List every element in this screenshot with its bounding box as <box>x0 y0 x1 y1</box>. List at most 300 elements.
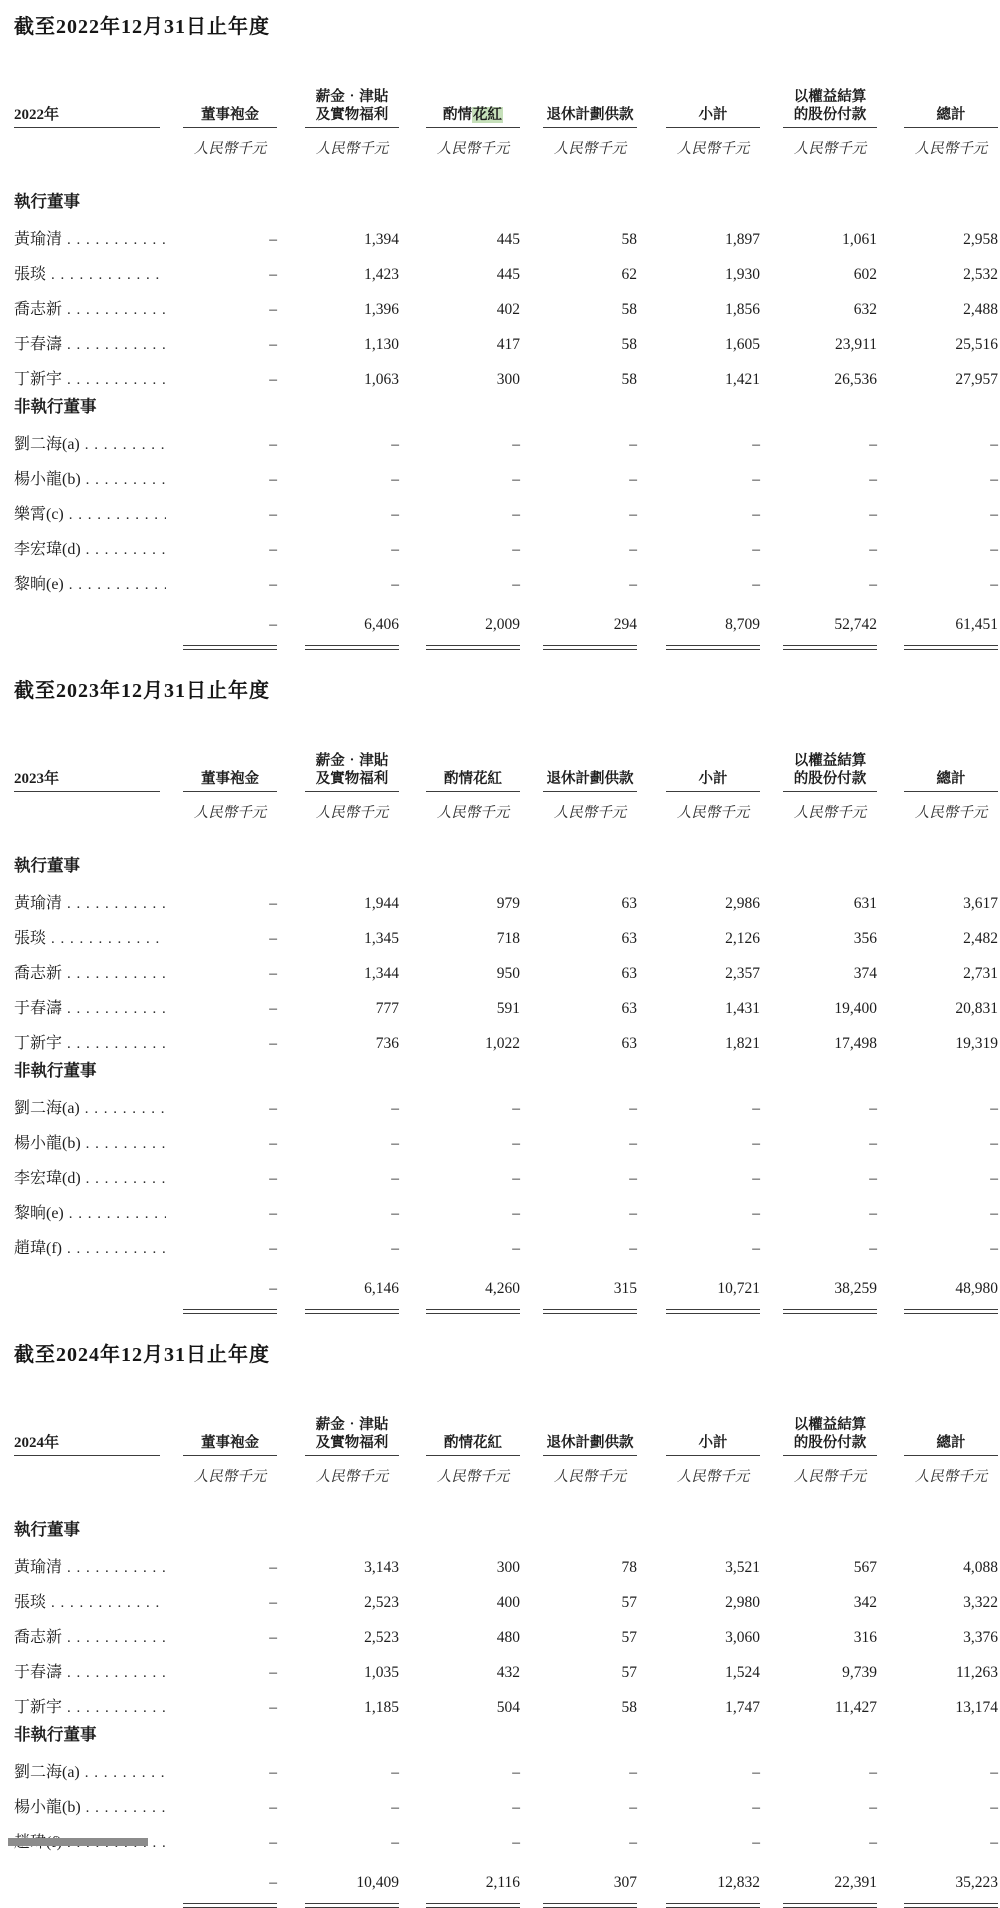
cell-value: – <box>869 1205 877 1222</box>
cell-value: – <box>512 506 520 523</box>
year-section <box>14 1342 1000 1908</box>
col-header-line: 酌情花紅 <box>444 771 502 787</box>
cell-value: 58 <box>621 336 637 353</box>
col-header-line: 薪金‧津貼 <box>315 753 389 769</box>
col-header-line: 總計 <box>936 1435 966 1451</box>
cell-value: 19,400 <box>834 1000 877 1017</box>
cell-value: – <box>269 266 277 283</box>
total-value: 4,260 <box>485 1280 520 1297</box>
cell-value: 57 <box>621 1664 637 1681</box>
cell-value: – <box>629 1240 637 1257</box>
cell-value: 1,821 <box>725 1035 760 1052</box>
cell-value: 9,739 <box>842 1664 877 1681</box>
cell-value: – <box>269 371 277 388</box>
section-label: 執行董事 <box>14 856 80 875</box>
col-header-text <box>305 88 399 128</box>
cell-value: 2,482 <box>963 930 998 947</box>
cell-value: 3,376 <box>963 1629 998 1646</box>
cell-value: 2,986 <box>725 895 760 912</box>
cell-value: – <box>512 1240 520 1257</box>
cell-value: 316 <box>853 1629 877 1646</box>
cell-value: 1,185 <box>364 1699 399 1716</box>
dot-leader <box>80 1100 166 1118</box>
director-name: 趙瑋(f) <box>14 1240 62 1257</box>
non-exec-directors-header <box>14 389 998 419</box>
cell-value: 1,747 <box>725 1699 760 1716</box>
cell-value: 1,605 <box>725 336 760 353</box>
director-name: 張琰 <box>14 1594 47 1611</box>
col-header-pension <box>520 734 637 792</box>
cell-value: – <box>629 576 637 593</box>
cell-value: 1,022 <box>485 1035 520 1052</box>
cell-value: 11,263 <box>955 1664 998 1681</box>
rule-cell <box>877 634 998 650</box>
cell-value: – <box>269 1764 277 1781</box>
total-value: 8,709 <box>725 616 760 633</box>
col-header-line: 薪金‧津貼 <box>315 1417 389 1433</box>
dot-leader <box>64 1205 166 1223</box>
rule-cell <box>877 1298 998 1314</box>
director-name-cell <box>14 1018 160 1053</box>
cell-value: 3,617 <box>963 895 998 912</box>
cell-value: 58 <box>621 301 637 318</box>
section-label: 執行董事 <box>14 1520 80 1539</box>
cell-value: 58 <box>621 231 637 248</box>
col-header-text <box>426 1434 520 1456</box>
col-header-text <box>904 106 998 128</box>
table-row <box>14 559 998 594</box>
director-name: 喬志新 <box>14 1629 63 1646</box>
cell-value: – <box>512 1834 520 1851</box>
cell-value: – <box>990 541 998 558</box>
cell-value: – <box>269 1170 277 1187</box>
rule-cell <box>277 634 399 650</box>
name-wrap <box>14 366 166 389</box>
section-label: 非執行董事 <box>14 1061 97 1080</box>
cell-value: 1,423 <box>364 266 399 283</box>
name-wrap <box>14 1589 166 1612</box>
cell-value: 1,035 <box>364 1664 399 1681</box>
double-rule <box>666 1903 760 1908</box>
director-name-cell <box>14 913 160 948</box>
cell-value: – <box>869 1170 877 1187</box>
cell-value: – <box>869 471 877 488</box>
currency-cell <box>877 128 998 158</box>
dot-leader <box>62 231 166 249</box>
rule-cell <box>877 1892 998 1908</box>
dot-leader <box>62 1035 166 1053</box>
cell-value: 58 <box>621 371 637 388</box>
col-header-line: 董事袍金 <box>201 771 259 787</box>
cell-value: – <box>752 1135 760 1152</box>
currency-cell <box>760 128 877 158</box>
cell-value: – <box>752 1205 760 1222</box>
currency-label: 人民幣千元 <box>436 1469 510 1485</box>
currency-cell <box>760 792 877 822</box>
col-header-line: 退休計劃供款 <box>546 107 634 123</box>
cell-value: – <box>269 506 277 523</box>
col-header-line: 董事袍金 <box>201 107 259 123</box>
cell-value: 1,524 <box>725 1664 760 1681</box>
table-row <box>14 878 998 913</box>
cell-value: – <box>752 1100 760 1117</box>
rule-empty <box>14 634 160 650</box>
remuneration-table <box>14 70 998 650</box>
currency-label: 人民幣千元 <box>193 805 267 821</box>
currency-label: 人民幣千元 <box>676 1469 750 1485</box>
name-wrap <box>14 1200 166 1223</box>
footer-bar <box>8 1838 148 1846</box>
currency-cell <box>277 792 399 822</box>
cell-value: – <box>391 1834 399 1851</box>
currency-label: 人民幣千元 <box>914 1469 988 1485</box>
cell-value: – <box>391 1170 399 1187</box>
rule-cell <box>520 634 637 650</box>
cell-value: – <box>391 436 399 453</box>
dot-leader <box>80 1764 166 1782</box>
cell-value: – <box>512 541 520 558</box>
cell-value: 591 <box>496 1000 520 1017</box>
cell-value: – <box>990 436 998 453</box>
cell-value: – <box>752 1834 760 1851</box>
cell-value: 300 <box>496 1559 520 1576</box>
dot-leader <box>46 1594 166 1612</box>
col-header-text <box>904 770 998 792</box>
cell-value: – <box>629 541 637 558</box>
cell-value: – <box>512 436 520 453</box>
rule-empty <box>14 1298 160 1314</box>
col-header-line: 及實物福利 <box>315 107 389 123</box>
cell-value: – <box>990 1170 998 1187</box>
cell-value: 20,831 <box>955 1000 998 1017</box>
name-wrap <box>14 1759 166 1782</box>
currency-cell <box>520 128 637 158</box>
double-rule <box>183 1309 277 1314</box>
cell-value: – <box>990 1799 998 1816</box>
cell-value: – <box>391 1135 399 1152</box>
dot-leader <box>81 471 166 489</box>
cell-value: 1,061 <box>842 231 877 248</box>
cell-value: – <box>269 301 277 318</box>
name-wrap <box>14 296 166 319</box>
cell-value: – <box>869 436 877 453</box>
cell-value: 26,536 <box>834 371 877 388</box>
double-rule <box>666 645 760 650</box>
double-rule <box>426 1309 520 1314</box>
col-header-line: 退休計劃供款 <box>546 771 634 787</box>
currency-label: 人民幣千元 <box>676 805 750 821</box>
double-rule <box>305 1903 399 1908</box>
cell-value: – <box>990 576 998 593</box>
cell-value: 2,126 <box>725 930 760 947</box>
cell-value: 2,532 <box>963 266 998 283</box>
cell-value: 1,930 <box>725 266 760 283</box>
director-name: 于春濤 <box>14 1664 63 1681</box>
director-name-cell <box>14 249 160 284</box>
cell-value: – <box>990 1135 998 1152</box>
cell-value: – <box>269 336 277 353</box>
double-rule <box>183 645 277 650</box>
cell-value: – <box>512 471 520 488</box>
currency-cell <box>160 128 277 158</box>
currency-label: 人民幣千元 <box>553 141 627 157</box>
double-rule <box>305 1309 399 1314</box>
cell-value: – <box>869 541 877 558</box>
table-row <box>14 354 998 389</box>
dot-leader <box>62 371 166 389</box>
currency-label: 人民幣千元 <box>914 141 988 157</box>
section-title: 截至2024年12月31日止年度 <box>14 1344 270 1366</box>
dot-leader <box>81 541 166 559</box>
name-wrap <box>14 1235 166 1258</box>
dot-leader <box>81 1135 166 1153</box>
cell-value: – <box>269 1240 277 1257</box>
table-row <box>14 1118 998 1153</box>
cell-value: 445 <box>496 231 520 248</box>
cell-value: – <box>391 1799 399 1816</box>
total-value: – <box>269 616 277 633</box>
total-value: 315 <box>613 1280 637 1297</box>
rule-cell <box>760 1298 877 1314</box>
cell-value: 3,322 <box>963 1594 998 1611</box>
double-rule-row <box>14 1892 998 1908</box>
table-row <box>14 1018 998 1053</box>
col-header-salary <box>277 1398 399 1456</box>
director-name: 黃瑜清 <box>14 231 63 248</box>
col-header-subtotal <box>637 1398 760 1456</box>
director-name-cell <box>14 1083 160 1118</box>
director-name-cell <box>14 983 160 1018</box>
col-header-text <box>305 1416 399 1456</box>
total-value: 61,451 <box>955 616 998 633</box>
cell-value: 374 <box>853 965 877 982</box>
table-row <box>14 319 998 354</box>
col-header-line: 酌情花紅 <box>444 1435 502 1451</box>
remuneration-table <box>14 1398 998 1908</box>
currency-cell <box>277 1456 399 1486</box>
director-name: 黃瑜清 <box>14 1559 63 1576</box>
cell-value: – <box>752 1764 760 1781</box>
name-wrap <box>14 431 166 454</box>
director-name-cell <box>14 319 160 354</box>
cell-value: 979 <box>496 895 520 912</box>
director-name: 劉二海(a) <box>14 1764 80 1781</box>
name-wrap <box>14 1624 166 1647</box>
cell-value: – <box>752 506 760 523</box>
director-name-cell <box>14 1647 160 1682</box>
cell-value: 2,523 <box>364 1594 399 1611</box>
currency-cell <box>277 128 399 158</box>
col-header-equity <box>760 734 877 792</box>
total-row <box>14 594 998 634</box>
cell-value: – <box>990 471 998 488</box>
currency-label: 人民幣千元 <box>793 1469 867 1485</box>
cell-value: – <box>629 1799 637 1816</box>
director-name-cell <box>14 948 160 983</box>
name-wrap <box>14 1095 166 1118</box>
cell-value: – <box>269 1205 277 1222</box>
highlight-mark: 花紅 <box>473 107 502 123</box>
currency-row <box>14 1456 998 1486</box>
cell-value: – <box>391 1240 399 1257</box>
cell-value: 950 <box>496 965 520 982</box>
rule-cell <box>160 1298 277 1314</box>
total-value: 2,009 <box>485 616 520 633</box>
dot-leader <box>62 1664 166 1682</box>
col-header-line: 總計 <box>936 107 966 123</box>
col-header-text <box>543 1434 637 1456</box>
cell-value: – <box>512 576 520 593</box>
double-rule-row <box>14 634 998 650</box>
cell-value: 632 <box>853 301 877 318</box>
double-rule <box>426 645 520 650</box>
currency-cell-empty <box>14 792 160 822</box>
director-name-cell <box>14 284 160 319</box>
name-wrap <box>14 925 166 948</box>
col-header-bonus <box>399 70 520 128</box>
non-exec-directors-header <box>14 1053 998 1083</box>
director-name-cell <box>14 1118 160 1153</box>
director-name-cell <box>14 559 160 594</box>
total-row <box>14 1258 998 1298</box>
cell-value: 1,394 <box>364 231 399 248</box>
cell-value: 777 <box>375 1000 399 1017</box>
cell-value: – <box>391 1764 399 1781</box>
director-name: 楊小龍(b) <box>14 1135 81 1152</box>
currency-cell <box>160 1456 277 1486</box>
table-row <box>14 1682 998 1717</box>
cell-value: 1,396 <box>364 301 399 318</box>
director-name: 劉二海(a) <box>14 1100 80 1117</box>
dot-leader <box>62 1000 166 1018</box>
director-name-cell <box>14 1153 160 1188</box>
cell-value: – <box>990 1100 998 1117</box>
cell-value: – <box>869 1135 877 1152</box>
section-title: 截至2022年12月31日止年度 <box>14 16 270 38</box>
rule-cell <box>399 1298 520 1314</box>
cell-value: 78 <box>621 1559 637 1576</box>
cell-value: 1,897 <box>725 231 760 248</box>
col-header-line: 的股份付款 <box>793 1435 867 1451</box>
cell-value: – <box>269 436 277 453</box>
cell-value: 432 <box>496 1664 520 1681</box>
table-row <box>14 913 998 948</box>
exec-directors-header <box>14 1486 998 1542</box>
cell-value: – <box>629 436 637 453</box>
total-value: 10,721 <box>717 1280 760 1297</box>
table-row <box>14 1817 998 1852</box>
name-wrap <box>14 501 166 524</box>
director-name: 張琰 <box>14 930 47 947</box>
cell-value: – <box>391 506 399 523</box>
cell-value: – <box>629 1135 637 1152</box>
table-header-row <box>14 734 998 792</box>
currency-cell <box>637 1456 760 1486</box>
double-rule <box>904 645 998 650</box>
name-wrap <box>14 1659 166 1682</box>
cell-value: – <box>269 1629 277 1646</box>
director-name-cell <box>14 878 160 913</box>
cell-value: 445 <box>496 266 520 283</box>
table-row <box>14 1223 998 1258</box>
col-header-line: 及實物福利 <box>315 1435 389 1451</box>
name-wrap <box>14 1794 166 1817</box>
col-header-text <box>666 770 760 792</box>
double-rule <box>543 1903 637 1908</box>
cell-value: 1,944 <box>364 895 399 912</box>
director-name: 張琰 <box>14 266 47 283</box>
cell-value: – <box>269 231 277 248</box>
year-label: 2023年 <box>14 771 60 787</box>
dot-leader <box>64 506 166 524</box>
double-rule <box>183 1903 277 1908</box>
table-row <box>14 1782 998 1817</box>
table-row <box>14 1153 998 1188</box>
double-rule <box>904 1903 998 1908</box>
director-name-cell <box>14 524 160 559</box>
currency-label: 人民幣千元 <box>676 141 750 157</box>
currency-cell <box>637 128 760 158</box>
cell-value: 300 <box>496 371 520 388</box>
cell-value: – <box>269 930 277 947</box>
currency-label: 人民幣千元 <box>553 805 627 821</box>
double-rule <box>543 1309 637 1314</box>
col-header-subtotal <box>637 734 760 792</box>
cell-value: 736 <box>375 1035 399 1052</box>
currency-cell <box>520 792 637 822</box>
cell-value: – <box>269 471 277 488</box>
cell-value: 1,345 <box>364 930 399 947</box>
col-header-text <box>183 106 277 128</box>
year-label: 2022年 <box>14 107 60 123</box>
tables-root <box>14 14 1000 1908</box>
col-header-salary <box>277 734 399 792</box>
director-name: 黎晌(e) <box>14 576 64 593</box>
table-row <box>14 214 998 249</box>
rule-cell <box>160 1892 277 1908</box>
currency-row <box>14 792 998 822</box>
rule-cell <box>277 1892 399 1908</box>
director-name-cell <box>14 454 160 489</box>
rule-cell <box>760 1892 877 1908</box>
cell-value: – <box>752 1240 760 1257</box>
director-name: 丁新宇 <box>14 1699 63 1716</box>
col-header-equity <box>760 70 877 128</box>
cell-value: – <box>869 1834 877 1851</box>
cell-value: 567 <box>853 1559 877 1576</box>
total-value: 35,223 <box>955 1874 998 1891</box>
director-name-cell <box>14 1817 160 1852</box>
cell-value: 19,319 <box>955 1035 998 1052</box>
bonus-prefix: 酌情 <box>443 107 472 123</box>
cell-value: – <box>629 1170 637 1187</box>
cell-value: 356 <box>853 930 877 947</box>
name-wrap <box>14 960 166 983</box>
currency-cell-empty <box>14 1456 160 1486</box>
cell-value: – <box>512 1100 520 1117</box>
col-header-text <box>666 106 760 128</box>
rule-cell <box>637 1892 760 1908</box>
cell-value: 13,174 <box>955 1699 998 1716</box>
non-exec-directors-header <box>14 1717 998 1747</box>
director-name: 丁新宇 <box>14 1035 63 1052</box>
cell-value: – <box>869 1240 877 1257</box>
cell-value: 718 <box>496 930 520 947</box>
currency-row <box>14 128 998 158</box>
cell-value: – <box>629 1100 637 1117</box>
cell-value: 63 <box>621 1000 637 1017</box>
director-name-cell <box>14 214 160 249</box>
